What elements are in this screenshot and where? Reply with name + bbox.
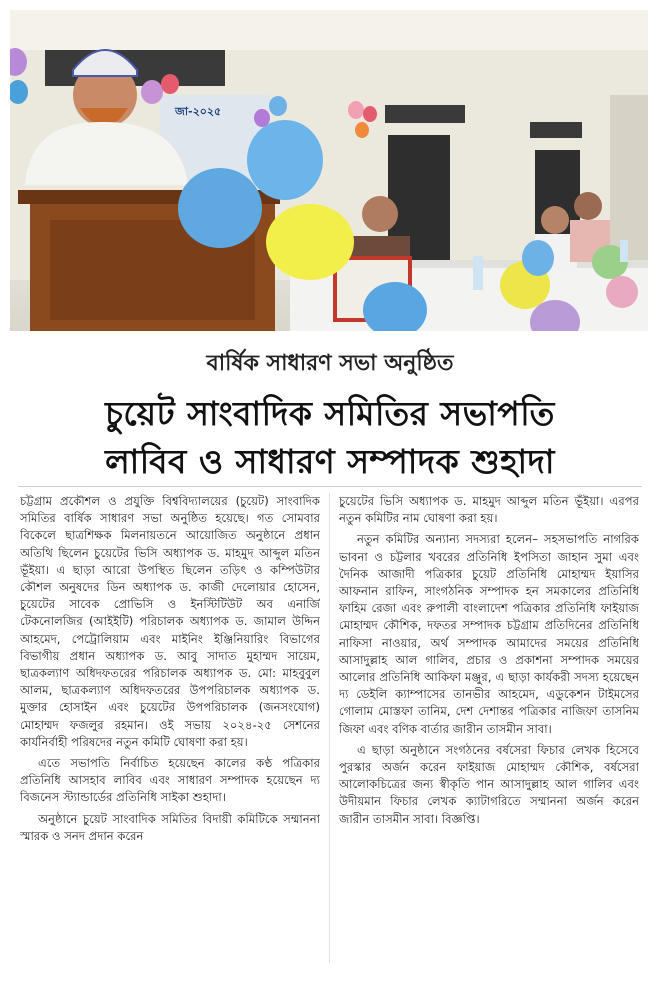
paragraph: চট্টগ্রাম প্রকৌশল ও প্রযুক্তি বিশ্ববিদ্যালয়ের (চুয়েট) সাংবাদিক সমিতির বার্ষিক সাধারণ সভা অনুষ্ঠিত হয়েছে। গত সোমবার বিকেলে ছাত্রশিক্ষক মিলনায়তনে আয়োজিত অনুষ্ঠানে প্রধান অতিথি ছিলেন চুয়েটের ভিসি অধ্যাপক ড. মাহমুদ আব্দুল মতিন ভূঁইয়া। এ ছাড়া আরো উপস্থিত ছিলেন তড়িৎ ও কম্পিউটার কৌশল অনুষদের ডিন অধ্যাপক ড. কাজী দেলোয়ার হোসেন, চুয়েটের সাবেক প্রোভিসি ও ইনস্টিটিউট অব এনার্জি টেকনোলজির (আইইটি) পরিচালক অধ্যাপক ড. জামাল উদ্দিন আহমেদ, পেট্রোলিয়াম এবং মাইনিং ইঞ্জিনিয়ারিং বিভাগের বিভাগীয় প্রধান অধ্যাপক ড. আবু সাদাত মুহাম্মদ সায়েম, ছাত্রকল্যাণ অধিদফতরের পরিচালক অধ্যাপক ড. মো: মাহবুবুল আলম, ছাত্রকল্যাণ অধিদফতরের উপপরিচালক অধ্যাপক ড. মুক্তার হোসাইন এবং চুয়েটের উপপরিচালক (জনসংযোগ) মোহাম্মদ ফজলুর রহমান। ওই সভায় ২০২৪-২৫ সেশনের কার্যনির্বাহী পরিষদের নতুন কমিটি ঘোষণা করা হয়। xyxy=(20,494,320,749)
article-column-left xyxy=(20,493,320,971)
paragraph: এতে সভাপতি নির্বাচিত হয়েছেন কালের কণ্ঠ পত্রিকার প্রতিনিধি আসহাব লাবিব এবং সাধারণ সম্পাদক হয়েছেন দ্য বিজনেস স্ট্যান্ডার্ডের প্রতিনিধি সাইকা শুহাদা। xyxy=(20,756,320,805)
column-divider xyxy=(329,493,330,963)
paragraph: অনুষ্ঠানে চুয়েট সাংবাদিক সমিতির বিদায়ী কমিটিকে সম্মাননা স্মারক ও সনদ প্রদান করেন xyxy=(20,811,320,843)
paragraph: নতুন কমিটির অন্যান্য সদস্যরা হলেন– সহসভাপতি নাগরিক ভাবনা ও চট্টলার খবরের প্রতিনিধি ইপসিতা জাহান সুমা এবং দৈনিক আজাদী পত্রিকার চুয়েট প্রতিনিধি মোহাম্মদ ইয়াসির আফনান রাফিন, সাংগঠনিক সম্পাদক হন সমকালের প্রতিনিধি ফাহিম রেজা এবং রুপালী বাংলাদেশ পত্রিকার প্রতিনিধি ফাইয়াজ মোহাম্মদ কৌশিক, দফতর সম্পাদক চট্টগ্রাম প্রতিদিনের প্রতিনিধি নাফিসা নাওয়ার, অর্থ সম্পাদক আমাদের সময়ের প্রতিনিধি আসাদুল্লাহ আল গালিব, প্রচার ও প্রকাশনা সম্পাদক সময়ের আলোর প্রতিনিধি আকিফা মঞ্জুর, এ ছাড়া কার্যকরী সদস্য হয়েছেন দ্য ডেইলি ক্যাম্পাসের তানভীর আহমেদ, এডুকেশন টাইমসের গোলাম মোস্তফা তানিম, দেশ দেশান্তর পত্রিকার নাজিফা তাসনিম জিফা এবং বণিক বার্তার জারীন তাসমীন সাবা। xyxy=(339,532,639,736)
headline-divider xyxy=(18,486,642,487)
paragraph: এ ছাড়া অনুষ্ঠানে সংগঠনের বর্ষসেরা ফিচার লেখক হিসেবে পুরস্কার অর্জন করেন ফাইয়াজ মোহাম্মদ কৌশিক, বর্ষসেরা আলোকচিত্রের জন্য স্বীকৃতি পান আসাদুল্লাহ আল গালিব এবং উদীয়মান ফিচার লেখক ক্যাটাগরিতে সম্মাননা অর্জন করেন জারীন তাসমীন সাবা। বিজ্ঞপ্তি। xyxy=(339,742,639,826)
article-column-right xyxy=(339,493,639,971)
headline-line-2: লাবিব ও সাধারণ সম্পাদক শুহাদা xyxy=(105,442,555,481)
news-photo xyxy=(10,10,648,331)
headline-line-1: চুয়েট সাংবাদিক সমিতির সভাপতি xyxy=(105,394,555,433)
event-photo-illustration xyxy=(10,10,648,331)
paragraph: চুয়েটের ভিসি অধ্যাপক ড. মাহমুদ আব্দুল মতিন ভূঁইয়া। এরপর নতুন কমিটির নাম ঘোষণা করা হয়। xyxy=(339,494,639,526)
kicker: বার্ষিক সাধারণ সভা অনুষ্ঠিত xyxy=(206,351,454,376)
banner-text: জা-২০২৫ xyxy=(175,105,222,118)
